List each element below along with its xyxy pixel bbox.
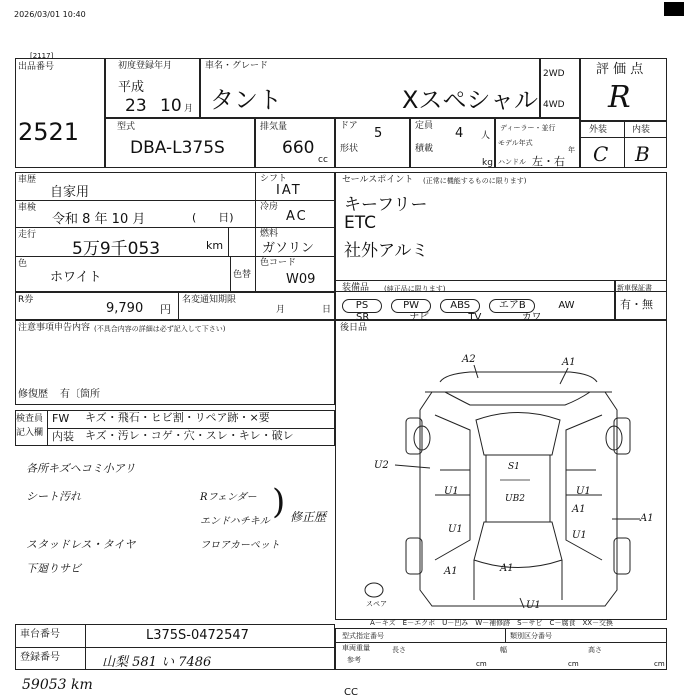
weight-label: 車両重量 [342, 644, 370, 652]
hand-note: スタッドレス・タイヤ [26, 538, 136, 551]
warranty: 有・無 [620, 298, 653, 311]
drive-4wd: 4WD [543, 100, 565, 110]
damage-mark: A1 [562, 357, 576, 368]
damage-mark: A1 [572, 504, 586, 515]
damage-mark: U1 [448, 524, 463, 535]
damage-mark: U1 [572, 530, 587, 541]
damage-mark: S1 [508, 462, 520, 472]
model-year-unit: 年 [568, 146, 575, 154]
weight-ref: 参考 [347, 656, 361, 664]
sales-point: 社外アルミ [344, 241, 429, 261]
mileage-unit: km [206, 239, 224, 252]
equipment-label: 装備品 [342, 283, 370, 293]
capacity-label: 定員 [415, 121, 434, 131]
reg-month-unit: 月 [184, 104, 194, 114]
displacement: 660 [282, 138, 315, 158]
shape-label: 形状 [340, 144, 359, 154]
model-code: DBA-L375S [130, 138, 225, 158]
interior-grade: B [635, 142, 650, 166]
damage-mark: U1 [444, 486, 459, 497]
interior-row-label: 内装 [52, 430, 74, 443]
later-items-label: 後日品 [340, 323, 368, 333]
damage-mark: A2 [462, 354, 476, 365]
width-unit: cm [568, 660, 579, 668]
equip-tv: TV [468, 312, 482, 323]
sales-point: キーフリー [344, 195, 428, 215]
equipment-note: (純正品に限ります) [384, 285, 446, 293]
capacity: 4 [455, 126, 464, 141]
disp-unit: cc [318, 155, 328, 165]
name-label: 車名・グレード [205, 61, 269, 71]
bracket-icon: ) [272, 482, 286, 522]
sales-label: セールスポイント [342, 175, 414, 185]
spare-label: スペア [366, 600, 387, 608]
hand-note: 各所キズヘコミ小アリ [26, 462, 136, 475]
sales-point: ETC [344, 213, 376, 233]
interior-label: 内装 [632, 125, 651, 135]
repair: 有〔箇所 [60, 389, 100, 400]
history-label: 車歴 [18, 175, 37, 185]
model-label: 型式 [117, 122, 136, 132]
hand-note: Rフェンダー [200, 492, 257, 503]
history: 自家用 [50, 185, 90, 200]
damage-mark: UB2 [505, 494, 525, 504]
handle-label: ハンドル [498, 158, 526, 166]
recycle-amount: 9,790 [106, 301, 144, 316]
first-reg-label: 初度登録年月 [118, 61, 173, 71]
color-code: W09 [286, 272, 316, 287]
equip-abs: ABS [440, 299, 480, 313]
damage-mark: U1 [526, 600, 541, 611]
inspection: 令和 8 年 10 月 [52, 212, 146, 227]
repair-label: 修復歴 [18, 389, 48, 400]
damage-mark: A1 [500, 563, 514, 574]
doors: 5 [374, 126, 383, 141]
damage-mark: U1 [576, 486, 591, 497]
damage-mark: U2 [374, 460, 389, 471]
era: 平成 [118, 80, 145, 95]
notice-label: 名変通知期限 [182, 295, 237, 305]
hand-note: 下廻りサビ [26, 562, 81, 575]
notes-note: (不具合内容の詳細は必ず記入して下さい) [94, 325, 226, 333]
notes-label: 注意事項申告内容 [18, 323, 91, 333]
mileage: 5万9千053 [72, 239, 161, 259]
damage-mark: A1 [640, 513, 654, 524]
color-change-label: 色替 [233, 270, 252, 280]
equip-ps: PS [342, 299, 382, 313]
hand-note: フロアカーペット [200, 540, 280, 551]
length-label: 長さ [392, 646, 406, 654]
capacity-unit: 人 [481, 131, 491, 141]
width-label: 幅 [500, 646, 507, 654]
hand-note: エンドハチキル [200, 516, 270, 527]
fw-row: キズ・飛石・ヒビ割・リペア跡・×要 [85, 411, 270, 424]
reg-month: 10 [160, 96, 182, 116]
hand-note: シート汚れ [26, 490, 81, 503]
equip-airbag: エアB [489, 299, 535, 313]
load-label: 積載 [415, 144, 434, 154]
chassis-label: 車台番号 [20, 629, 60, 640]
ac-label: 冷房 [260, 202, 279, 212]
model-year-label: モデル年式 [498, 139, 533, 147]
damage-mark: A1 [444, 566, 458, 577]
damage-legend: A－キズ E－エクボ U－凹み W－補修跡 S－サビ C－腐食 XX－交換 [370, 619, 614, 627]
fuel: ガソリン [262, 241, 315, 256]
interior-row: キズ・汚レ・コゲ・穴・スレ・キレ・破レ [85, 429, 294, 442]
equip-leather: カワ [521, 312, 542, 323]
door-label: ドア [340, 121, 358, 131]
equip-pw: PW [391, 299, 431, 313]
height-label: 高さ [588, 646, 602, 654]
exterior-grade: C [593, 142, 609, 166]
eval-score: R [608, 80, 631, 115]
recycle-unit: 円 [160, 303, 171, 316]
bottom-code: CC [344, 687, 358, 698]
handle: 左・右 [532, 155, 565, 168]
drive-2wd: 2WD [543, 69, 565, 79]
bottom-mileage-note: 59053 km [22, 677, 93, 693]
inspector-label-2: 記入欄 [16, 428, 44, 438]
load-unit: kg [482, 158, 493, 168]
eval-label: 評 価 点 [596, 62, 644, 77]
height-unit: cm [654, 660, 665, 668]
reg-number: 山梨 581 い 7486 [102, 655, 212, 670]
inspection-label: 車検 [18, 203, 37, 213]
reg-year: 23 [125, 96, 147, 116]
fuel-label: 燃料 [260, 229, 279, 239]
inspection-day: ( 日) [192, 211, 234, 224]
recycle-label: R券 [18, 295, 34, 305]
reg-label: 登録番号 [20, 652, 60, 663]
inspector-label: 検査員 [16, 414, 44, 424]
length-unit: cm [476, 660, 487, 668]
lot-number: 2521 [18, 118, 80, 146]
car-name: タント [210, 86, 282, 114]
dealer-label: ディーラー・並行 [500, 124, 556, 132]
fw-label: FW [52, 412, 70, 425]
hand-note: 修正歴 [290, 510, 327, 524]
mileage-label: 走行 [18, 230, 37, 240]
color-label: 色 [18, 259, 28, 269]
exterior-label: 外装 [589, 125, 608, 135]
small-code: [2117] [30, 52, 54, 60]
lot-label: 出品番号 [18, 62, 55, 72]
disp-label: 排気量 [260, 122, 288, 132]
type-label: 型式指定番号 [342, 632, 384, 640]
shift-label: シフト [260, 174, 288, 184]
shift: IAT [276, 183, 302, 198]
color: ホワイト [50, 270, 102, 285]
equip-sr: SR [356, 312, 370, 323]
notice-day: 日 [322, 305, 332, 315]
notice-month: 月 [276, 305, 286, 315]
car-grade: Xスペシャル [402, 86, 538, 114]
equip-aw: AW [558, 300, 575, 311]
chassis-number: L375S-0472547 [146, 628, 249, 643]
sales-note: (正常に機能するものに限ります) [423, 177, 527, 185]
equip-navi: ナビ [409, 312, 430, 323]
warranty-label: 新車保証書 [617, 284, 652, 292]
color-code-label: 色コード [260, 258, 297, 268]
scan-timestamp: 2026/03/01 10:40 [14, 10, 86, 19]
category-label: 類別区分番号 [510, 632, 552, 640]
ac: AC [286, 209, 308, 224]
